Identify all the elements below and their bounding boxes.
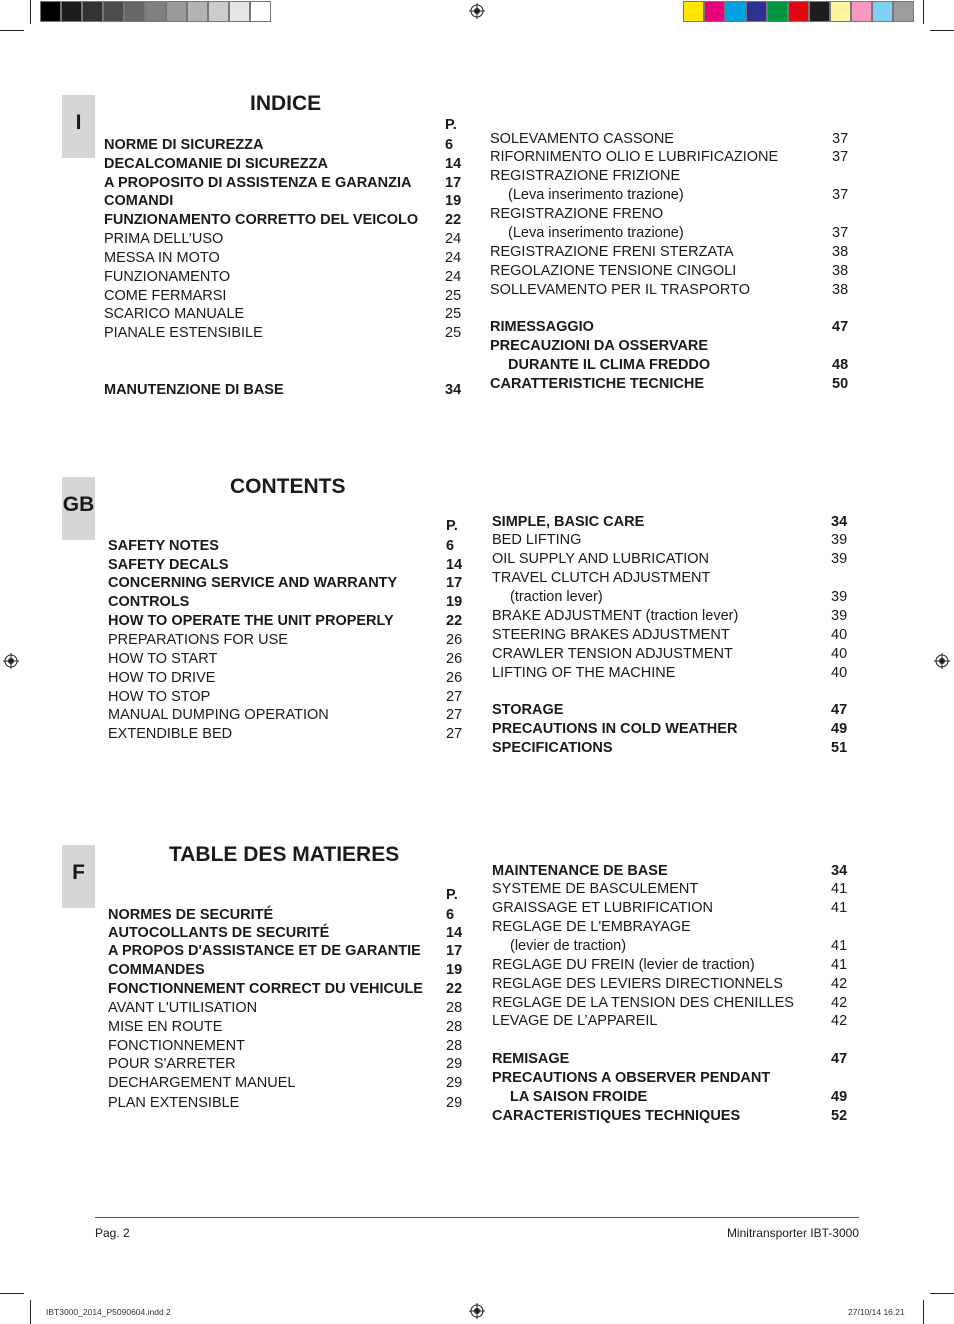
color-swatch bbox=[40, 1, 61, 22]
toc-entry bbox=[108, 1074, 470, 1093]
toc-entry-page-number: 28 bbox=[446, 1038, 463, 1054]
toc-entry-page-number: 17 bbox=[446, 575, 463, 591]
toc-entry bbox=[492, 1050, 855, 1069]
toc-entry-label: TRAVEL CLUTCH ADJUSTMENT bbox=[492, 570, 711, 586]
toc-entry-label: REGLAGE DE L'EMBRAYAGE bbox=[492, 919, 691, 935]
toc-entry-label: HOW TO DRIVE bbox=[108, 670, 216, 686]
toc-entry-page-number: 26 bbox=[446, 651, 463, 667]
slug-date-time: 27/10/14 16.21 bbox=[848, 1307, 905, 1317]
toc-entry-page-number: 37 bbox=[832, 149, 849, 165]
crop-mark-bottom-left-v bbox=[30, 1300, 31, 1324]
toc-entry-page-number: 42 bbox=[831, 976, 848, 992]
toc-entry bbox=[490, 186, 856, 205]
toc-entry-page-number: 51 bbox=[831, 740, 848, 756]
toc-entry-page-number: 37 bbox=[832, 225, 849, 241]
toc-entry-page-number: 22 bbox=[446, 981, 463, 997]
toc-entry-label: REGISTRAZIONE FRENO bbox=[490, 206, 664, 222]
toc-entry bbox=[108, 924, 470, 943]
toc-entry-page-number: 19 bbox=[445, 193, 462, 209]
toc-entry-label: SAFETY DECALS bbox=[108, 557, 229, 573]
toc-entry-label: MANUTENZIONE DI BASE bbox=[104, 382, 284, 398]
toc-entry bbox=[104, 136, 469, 155]
toc-entry-page-number: 40 bbox=[831, 646, 848, 662]
toc-entry-label: COMMANDES bbox=[108, 962, 205, 978]
toc-entry-page-number: 27 bbox=[446, 707, 463, 723]
toc-entry-label: HOW TO STOP bbox=[108, 689, 211, 705]
toc-entry-page-number: 39 bbox=[831, 589, 848, 605]
toc-entry-page-number: 52 bbox=[831, 1108, 848, 1124]
toc-entry bbox=[492, 937, 855, 956]
toc-entry bbox=[490, 262, 856, 281]
color-swatch bbox=[725, 1, 746, 22]
toc-entry-page-number: 48 bbox=[832, 357, 849, 373]
toc-entry-label: CONCERNING SERVICE AND WARRANTY bbox=[108, 575, 398, 591]
toc-entry-label: CRAWLER TENSION ADJUSTMENT bbox=[492, 646, 733, 662]
toc-entry-page-number: 14 bbox=[445, 156, 462, 172]
section-title-table-des-matieres: TABLE DES MATIERES bbox=[169, 843, 400, 866]
toc-entry-label: HOW TO START bbox=[108, 651, 218, 667]
toc-entry bbox=[104, 305, 469, 324]
toc-entry-page-number: 41 bbox=[831, 881, 848, 897]
toc-entry bbox=[104, 174, 469, 193]
toc-entry-label: REGISTRAZIONE FRIZIONE bbox=[490, 168, 681, 184]
crop-mark-top-right-h bbox=[930, 30, 954, 31]
toc-entry bbox=[492, 531, 855, 550]
toc-entry bbox=[108, 537, 470, 556]
toc-entry-page-number: 6 bbox=[445, 137, 454, 153]
toc-entry-page-number: 19 bbox=[446, 962, 463, 978]
toc-entry-page-number: 24 bbox=[445, 250, 462, 266]
toc-entry bbox=[108, 961, 470, 980]
toc-entry-page-number: 22 bbox=[445, 212, 462, 228]
page-column-header: P. bbox=[445, 117, 457, 133]
toc-entry-label: NORME DI SICUREZZA bbox=[104, 137, 264, 153]
toc-entry bbox=[108, 1018, 470, 1037]
toc-entry-label: REGOLAZIONE TENSIONE CINGOLI bbox=[490, 263, 737, 279]
toc-entry bbox=[108, 725, 470, 744]
registration-mark-icon bbox=[3, 653, 19, 669]
toc-entry bbox=[490, 167, 856, 186]
toc-entry-label: SOLLEVAMENTO PER IL TRASPORTO bbox=[490, 282, 751, 298]
toc-entry-page-number: 17 bbox=[445, 175, 462, 191]
toc-entry bbox=[490, 281, 856, 300]
toc-entry-label: COME FERMARSI bbox=[104, 288, 227, 304]
toc-entry bbox=[108, 999, 470, 1018]
color-swatch bbox=[830, 1, 851, 22]
toc-entry bbox=[104, 211, 469, 230]
toc-entry-label: RIFORNIMENTO OLIO E LUBRIFICAZIONE bbox=[490, 149, 779, 165]
toc-entry-label: HOW TO OPERATE THE UNIT PROPERLY bbox=[108, 613, 394, 629]
toc-entry bbox=[108, 706, 470, 725]
toc-entry-label: PRECAUTIONS A OBSERVER PENDANT bbox=[492, 1070, 771, 1086]
toc-entry bbox=[108, 612, 470, 631]
page-column-header: P. bbox=[446, 887, 458, 903]
language-tab-english: GB bbox=[62, 477, 95, 540]
toc-entry-page-number: 24 bbox=[445, 231, 462, 247]
crop-mark-top-left-v bbox=[30, 0, 31, 24]
section-title-contents: CONTENTS bbox=[230, 475, 346, 498]
toc-entry-page-number: 47 bbox=[831, 702, 848, 718]
toc-entry-label: FUNZIONAMENTO bbox=[104, 269, 231, 285]
toc-entry-page-number: 40 bbox=[831, 627, 848, 643]
toc-entry bbox=[492, 880, 855, 899]
toc-entry-page-number: 24 bbox=[445, 269, 462, 285]
toc-entry-label: DECHARGEMENT MANUEL bbox=[108, 1075, 296, 1091]
toc-entry-page-number: 27 bbox=[446, 689, 463, 705]
toc-entry-page-number: 6 bbox=[446, 907, 455, 923]
toc-entry bbox=[490, 356, 856, 375]
toc-entry bbox=[492, 994, 855, 1013]
toc-entry-page-number: 39 bbox=[831, 532, 848, 548]
crop-mark-top-right-v bbox=[923, 0, 924, 24]
toc-entry bbox=[104, 249, 469, 268]
toc-entry-page-number: 40 bbox=[831, 665, 848, 681]
toc-entry bbox=[492, 1107, 855, 1126]
toc-entry-page-number: 26 bbox=[446, 670, 463, 686]
toc-entry bbox=[492, 569, 855, 588]
toc-entry-label: FUNZIONAMENTO CORRETTO DEL VEICOLO bbox=[104, 212, 419, 228]
toc-entry bbox=[492, 607, 855, 626]
crop-mark-top-left-h bbox=[0, 30, 24, 31]
registration-mark-icon bbox=[934, 653, 950, 669]
toc-entry-page-number: 49 bbox=[831, 721, 848, 737]
color-swatch bbox=[61, 1, 82, 22]
toc-entry bbox=[492, 720, 855, 739]
toc-entry-page-number: 29 bbox=[446, 1075, 463, 1091]
toc-entry-label: LIFTING OF THE MACHINE bbox=[492, 665, 676, 681]
toc-entry-page-number: 34 bbox=[831, 514, 848, 530]
toc-entry-label: REMISAGE bbox=[492, 1051, 570, 1067]
toc-entry bbox=[104, 192, 469, 211]
color-swatch bbox=[103, 1, 124, 22]
toc-entry-label: MISE EN ROUTE bbox=[108, 1019, 223, 1035]
toc-entry-label: LA SAISON FROIDE bbox=[510, 1089, 648, 1105]
toc-entry-label: COMANDI bbox=[104, 193, 174, 209]
toc-entry bbox=[492, 956, 855, 975]
color-swatch bbox=[788, 1, 809, 22]
toc-entry-page-number: 37 bbox=[832, 131, 849, 147]
toc-entry-label: PIANALE ESTENSIBILE bbox=[104, 325, 263, 341]
toc-entry bbox=[490, 130, 856, 149]
toc-entry-page-number: 38 bbox=[832, 282, 849, 298]
toc-entry bbox=[108, 906, 470, 925]
toc-entry-label: MANUAL DUMPING OPERATION bbox=[108, 707, 329, 723]
toc-entry-label: STORAGE bbox=[492, 702, 564, 718]
registration-mark-icon bbox=[469, 3, 485, 19]
registration-mark-icon bbox=[469, 1303, 485, 1319]
color-swatch bbox=[229, 1, 250, 22]
color-swatch bbox=[767, 1, 788, 22]
toc-entry bbox=[490, 337, 856, 356]
toc-entry bbox=[492, 626, 855, 645]
toc-entry bbox=[108, 650, 470, 669]
toc-entry-label: AUTOCOLLANTS DE SECURITÉ bbox=[108, 925, 330, 941]
toc-entry-page-number: 38 bbox=[832, 263, 849, 279]
toc-entry-label: PRIMA DELL’USO bbox=[104, 231, 224, 247]
toc-entry bbox=[108, 574, 470, 593]
toc-entry bbox=[108, 631, 470, 650]
toc-entry-label: GRAISSAGE ET LUBRIFICATION bbox=[492, 900, 714, 916]
toc-entry bbox=[492, 513, 855, 532]
color-swatch bbox=[872, 1, 893, 22]
color-swatch bbox=[187, 1, 208, 22]
toc-entry bbox=[492, 550, 855, 569]
toc-entry-page-number: 47 bbox=[831, 1051, 848, 1067]
toc-entry bbox=[108, 980, 470, 999]
toc-entry-page-number: 29 bbox=[446, 1095, 463, 1111]
toc-entry bbox=[490, 243, 856, 262]
toc-entry-label: SAFETY NOTES bbox=[108, 538, 219, 554]
color-swatch bbox=[250, 1, 271, 22]
toc-entry-label: MESSA IN MOTO bbox=[104, 250, 220, 266]
color-swatch bbox=[145, 1, 166, 22]
toc-entry bbox=[108, 688, 470, 707]
toc-entry-page-number: 28 bbox=[446, 1019, 463, 1035]
crop-mark-bottom-left-h bbox=[0, 1293, 24, 1294]
toc-entry-label: REGLAGE DES LEVIERS DIRECTIONNELS bbox=[492, 976, 783, 992]
toc-entry bbox=[492, 1069, 855, 1088]
toc-entry-page-number: 41 bbox=[831, 957, 848, 973]
toc-entry-label: PREPARATIONS FOR USE bbox=[108, 632, 288, 648]
color-swatch bbox=[893, 1, 914, 22]
toc-entry bbox=[490, 318, 856, 337]
toc-entry-label: POUR S'ARRETER bbox=[108, 1056, 236, 1072]
toc-entry-page-number: 25 bbox=[445, 288, 462, 304]
toc-entry-page-number: 42 bbox=[831, 995, 848, 1011]
toc-entry bbox=[492, 899, 855, 918]
toc-entry-label: CONTROLS bbox=[108, 594, 190, 610]
toc-entry-label: REGLAGE DE LA TENSION DES CHENILLES bbox=[492, 995, 794, 1011]
toc-entry bbox=[108, 669, 470, 688]
toc-entry-page-number: 34 bbox=[831, 863, 848, 879]
color-swatch bbox=[124, 1, 145, 22]
toc-entry bbox=[490, 148, 856, 167]
toc-entry-page-number: 14 bbox=[446, 557, 463, 573]
page-column-header: P. bbox=[446, 518, 458, 534]
toc-entry bbox=[490, 205, 856, 224]
crop-mark-bottom-right-h bbox=[930, 1293, 954, 1294]
toc-entry-page-number: 38 bbox=[832, 244, 849, 260]
slug-file-name: IBT3000_2014_P5090604.indd 2 bbox=[46, 1307, 171, 1317]
toc-entry bbox=[104, 230, 469, 249]
language-tab-french: F bbox=[62, 845, 95, 908]
crop-mark-bottom-right-v bbox=[923, 1300, 924, 1324]
toc-entry bbox=[108, 593, 470, 612]
toc-entry-label: LEVAGE DE L’APPAREIL bbox=[492, 1013, 658, 1029]
toc-entry bbox=[108, 1037, 470, 1056]
toc-entry-label: SIMPLE, BASIC CARE bbox=[492, 514, 645, 530]
toc-entry bbox=[492, 1012, 855, 1031]
toc-entry-label: SOLEVAMENTO CASSONE bbox=[490, 131, 674, 147]
color-swatch bbox=[166, 1, 187, 22]
toc-entry bbox=[104, 381, 469, 400]
toc-entry bbox=[492, 975, 855, 994]
toc-entry-page-number: 6 bbox=[446, 538, 455, 554]
toc-entry bbox=[108, 1094, 470, 1113]
toc-entry-page-number: 47 bbox=[832, 319, 849, 335]
toc-entry-label: NORMES DE SECURITÉ bbox=[108, 907, 274, 923]
toc-entry bbox=[108, 942, 470, 961]
toc-entry-label: AVANT L'UTILISATION bbox=[108, 1000, 258, 1016]
toc-entry-label: CARACTERISTIQUES TECHNIQUES bbox=[492, 1108, 741, 1124]
toc-entry-label: EXTENDIBLE BED bbox=[108, 726, 233, 742]
toc-entry bbox=[492, 739, 855, 758]
toc-entry-page-number: 39 bbox=[831, 608, 848, 624]
toc-entry-page-number: 37 bbox=[832, 187, 849, 203]
toc-entry-label: (traction lever) bbox=[510, 589, 603, 605]
toc-entry-label: SYSTEME DE BASCULEMENT bbox=[492, 881, 699, 897]
toc-entry-page-number: 49 bbox=[831, 1089, 848, 1105]
toc-entry-page-number: 42 bbox=[831, 1013, 848, 1029]
toc-entry-label: MAINTENANCE DE BASE bbox=[492, 863, 668, 879]
toc-entry bbox=[492, 588, 855, 607]
footer-rule bbox=[95, 1217, 859, 1218]
toc-entry-label: PRECAUTIONS IN COLD WEATHER bbox=[492, 721, 738, 737]
section-title-indice: INDICE bbox=[250, 92, 322, 115]
toc-entry-page-number: 25 bbox=[445, 306, 462, 322]
toc-entry-page-number: 39 bbox=[831, 551, 848, 567]
toc-entry bbox=[104, 268, 469, 287]
color-swatch bbox=[683, 1, 704, 22]
toc-entry-label: (Leva inserimento trazione) bbox=[508, 187, 684, 203]
toc-entry bbox=[104, 155, 469, 174]
toc-entry bbox=[492, 701, 855, 720]
toc-entry bbox=[108, 556, 470, 575]
color-swatch bbox=[746, 1, 767, 22]
toc-entry bbox=[492, 862, 855, 881]
toc-entry-label: REGISTRAZIONE FRENI STERZATA bbox=[490, 244, 734, 260]
toc-entry-label: RIMESSAGGIO bbox=[490, 319, 594, 335]
toc-entry-label: SCARICO MANUALE bbox=[104, 306, 245, 322]
color-swatch bbox=[851, 1, 872, 22]
toc-entry-page-number: 14 bbox=[446, 925, 463, 941]
toc-entry-page-number: 26 bbox=[446, 632, 463, 648]
toc-entry-page-number: 50 bbox=[832, 376, 849, 392]
toc-entry-label: A PROPOSITO DI ASSISTENZA E GARANZIA bbox=[104, 175, 412, 191]
toc-entry-page-number: 17 bbox=[446, 943, 463, 959]
toc-entry-label: SPECIFICATIONS bbox=[492, 740, 613, 756]
toc-entry-page-number: 34 bbox=[445, 382, 462, 398]
color-swatch bbox=[82, 1, 103, 22]
toc-entry-page-number: 41 bbox=[831, 938, 848, 954]
toc-entry-label: A PROPOS D'ASSISTANCE ET DE GARANTIE bbox=[108, 943, 421, 959]
toc-entry-page-number: 22 bbox=[446, 613, 463, 629]
toc-entry-page-number: 27 bbox=[446, 726, 463, 742]
toc-entry-label: OIL SUPPLY AND LUBRICATION bbox=[492, 551, 710, 567]
toc-entry-label: DECALCOMANIE DI SICUREZZA bbox=[104, 156, 328, 172]
language-tab-italian: I bbox=[62, 95, 95, 158]
toc-entry-label: PLAN EXTENSIBLE bbox=[108, 1095, 240, 1111]
toc-entry-page-number: 41 bbox=[831, 900, 848, 916]
toc-entry-label: BRAKE ADJUSTMENT (traction lever) bbox=[492, 608, 739, 624]
toc-entry bbox=[492, 1088, 855, 1107]
footer-page-number: Pag. 2 bbox=[95, 1226, 130, 1240]
color-swatch bbox=[809, 1, 830, 22]
toc-entry bbox=[104, 287, 469, 306]
toc-entry-label: CARATTERISTICHE TECNICHE bbox=[490, 376, 705, 392]
footer-product-name: Minitransporter IBT-3000 bbox=[726, 1226, 859, 1240]
toc-entry-page-number: 25 bbox=[445, 325, 462, 341]
toc-entry-label: PRECAUZIONI DA OSSERVARE bbox=[490, 338, 709, 354]
color-swatch bbox=[208, 1, 229, 22]
color-swatch bbox=[704, 1, 725, 22]
toc-entry bbox=[490, 375, 856, 394]
toc-entry-label: BED LIFTING bbox=[492, 532, 582, 548]
toc-entry bbox=[108, 1055, 470, 1074]
toc-entry-label: DURANTE IL CLIMA FREDDO bbox=[508, 357, 711, 373]
toc-entry bbox=[492, 645, 855, 664]
toc-entry-label: (Leva inserimento trazione) bbox=[508, 225, 684, 241]
toc-entry-page-number: 28 bbox=[446, 1000, 463, 1016]
toc-entry bbox=[490, 224, 856, 243]
toc-entry-label: FONCTIONNEMENT CORRECT DU VEHICULE bbox=[108, 981, 423, 997]
toc-entry-label: STEERING BRAKES ADJUSTMENT bbox=[492, 627, 730, 643]
toc-entry bbox=[492, 918, 855, 937]
toc-entry bbox=[104, 324, 469, 343]
toc-entry-label: FONCTIONNEMENT bbox=[108, 1038, 245, 1054]
toc-entry bbox=[492, 664, 855, 683]
toc-entry-label: REGLAGE DU FREIN (levier de traction) bbox=[492, 957, 755, 973]
toc-entry-page-number: 29 bbox=[446, 1056, 463, 1072]
toc-entry-label: (levier de traction) bbox=[510, 938, 627, 954]
toc-entry-page-number: 19 bbox=[446, 594, 463, 610]
